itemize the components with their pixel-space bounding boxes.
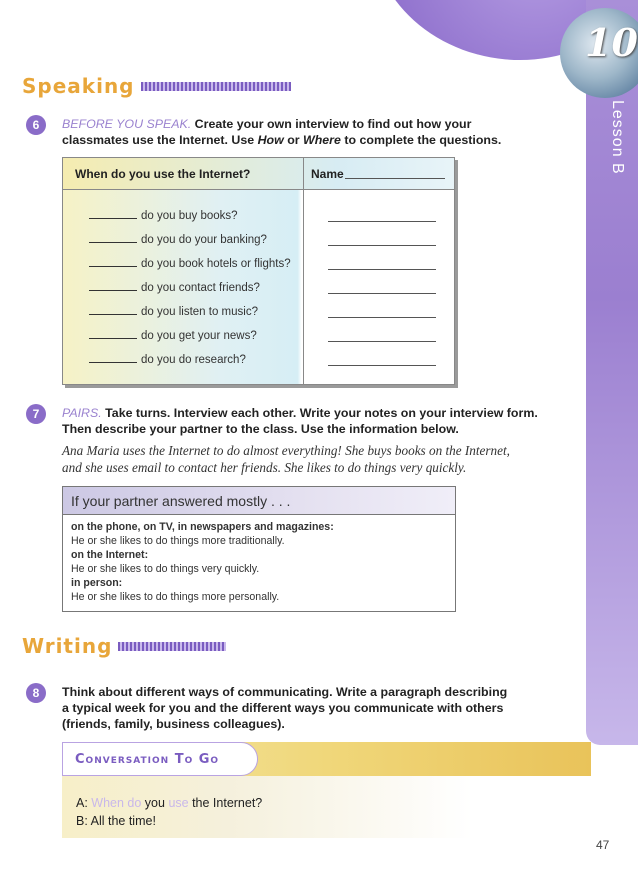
exercise-8-line3: (friends, family, business colleagues). <box>62 717 285 731</box>
interview-column-divider <box>303 158 304 384</box>
speaking-bar <box>141 82 291 91</box>
answer-blank[interactable] <box>89 362 137 363</box>
exercise-6-line1: Create your own interview to find out how your <box>191 117 472 131</box>
name-header-line <box>345 178 445 179</box>
exercise-7-line2: Then describe your partner to the class. Use the information below. <box>62 422 459 436</box>
exercise-6-number: 6 <box>26 115 46 135</box>
partner-category: on the phone, on TV, in newspapers and magazines: <box>71 521 334 533</box>
exercise-7-instructions <box>62 405 582 437</box>
answer-blank[interactable] <box>89 266 137 267</box>
name-answer-line[interactable] <box>328 317 436 318</box>
question-row <box>89 302 258 318</box>
writing-bar <box>118 642 226 651</box>
word-or: or <box>283 133 304 147</box>
answer-blank[interactable] <box>89 338 137 339</box>
name-answer-line[interactable] <box>328 365 436 366</box>
example-line1: Ana Maria uses the Internet to do almost everything! She buys books on the Internet, <box>62 443 510 458</box>
exercise-6-line2b: to complete the questions. <box>340 133 502 147</box>
dialogue-line-b <box>76 814 156 828</box>
page-number: 47 <box>596 838 610 852</box>
partner-box-header: If your partner answered mostly . . . <box>63 487 455 515</box>
exercise-8-line1: Think about different ways of communicating. Write a paragraph describing <box>62 685 508 699</box>
speaker-b: B: <box>76 814 88 828</box>
question-text: do you buy books? <box>141 210 238 222</box>
partner-category: on the Internet: <box>71 549 149 561</box>
highlight-use: use <box>168 796 189 810</box>
exercise-6-line2a: classmates use the Internet. Use <box>62 133 258 147</box>
question-row <box>89 278 260 294</box>
speaking-heading <box>22 74 291 98</box>
exercise-8-number: 8 <box>26 683 46 703</box>
interview-form <box>62 157 455 385</box>
name-answer-line[interactable] <box>328 293 436 294</box>
writing-title: Writing <box>22 634 113 658</box>
word-how: How <box>257 133 284 147</box>
lesson-label: Lesson B <box>609 100 626 175</box>
partner-description: He or she likes to do things more traditionally. <box>71 535 285 547</box>
exercise-6-instructions <box>62 116 562 148</box>
dialogue-b-text: All the time! <box>90 814 156 828</box>
name-answer-line[interactable] <box>328 221 436 222</box>
question-text: do you do your banking? <box>141 234 267 246</box>
name-answer-line[interactable] <box>328 269 436 270</box>
exercise-7-number: 7 <box>26 404 46 424</box>
name-answer-line[interactable] <box>328 341 436 342</box>
name-answer-line[interactable] <box>328 245 436 246</box>
question-row <box>89 230 267 246</box>
example-paragraph <box>62 442 532 476</box>
partner-description: He or she likes to do things very quickly. <box>71 563 260 575</box>
answer-blank[interactable] <box>89 314 137 315</box>
question-text: do you do research? <box>141 354 246 366</box>
exercise-7-line1: Take turns. Interview each other. Write your notes on your interview form. <box>101 406 538 420</box>
question-row <box>89 206 238 222</box>
question-row <box>89 350 246 366</box>
partner-description: He or she likes to do things more personally. <box>71 591 280 603</box>
partner-info-box <box>62 486 456 612</box>
question-text: do you contact friends? <box>141 282 260 294</box>
answer-blank[interactable] <box>89 290 137 291</box>
word-where: Where <box>303 133 341 147</box>
question-row <box>89 326 257 342</box>
dialogue-a-rest: the Internet? <box>188 796 263 810</box>
partner-category: in person: <box>71 577 123 589</box>
exercise-8-instructions <box>62 684 562 732</box>
question-text: do you listen to music? <box>141 306 258 318</box>
unit-number: 10 <box>585 20 638 65</box>
question-text: do you get your news? <box>141 330 257 342</box>
question-text: do you book hotels or flights? <box>141 258 291 270</box>
dialogue-line-a <box>76 796 262 810</box>
question-row <box>89 254 291 270</box>
speaking-title: Speaking <box>22 74 135 98</box>
speaker-a: A: <box>76 796 88 810</box>
highlight-when-do: When do <box>91 796 142 810</box>
exercise-8-line2: a typical week for you and the different ways you communicate with others <box>62 701 504 715</box>
example-line2: and she uses email to contact her friends. She likes to do things very quickly. <box>62 460 467 475</box>
answer-blank[interactable] <box>89 218 137 219</box>
partner-box-body <box>63 515 455 604</box>
exercise-7-lead: PAIRS. <box>62 406 102 420</box>
column-name-header: Name <box>311 167 344 181</box>
dialogue-you: you <box>141 796 169 810</box>
exercise-6-lead: BEFORE YOU SPEAK. <box>62 117 192 131</box>
answer-blank[interactable] <box>89 242 137 243</box>
conversation-title: Conversation To Go <box>62 742 258 776</box>
column-question-header: When do you use the Internet? <box>75 167 251 181</box>
writing-heading <box>22 634 226 658</box>
